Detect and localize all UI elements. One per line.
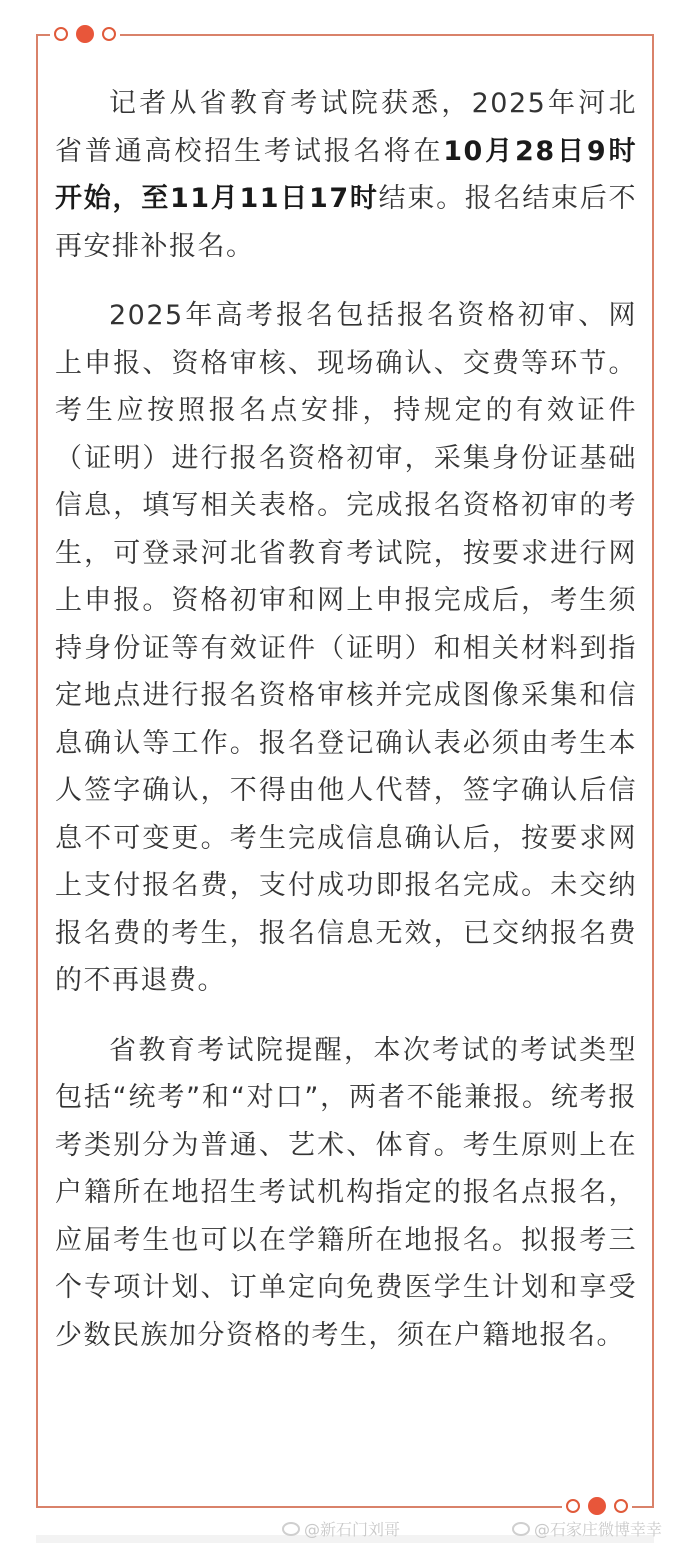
filled-circle-icon <box>588 1497 606 1515</box>
bottom-decoration <box>562 1497 632 1515</box>
circle-icon <box>102 27 116 41</box>
circle-icon <box>566 1499 580 1513</box>
article-body <box>55 80 637 1381</box>
circle-icon <box>614 1499 628 1513</box>
watermark-left: @新石门刘哥 <box>282 1517 400 1540</box>
top-decoration <box>50 25 120 43</box>
paragraph-1: 记者从省教育考试院获悉，2025年河北省普通高校招生考试报名将在10月28日9时开始，至11月11日17时结束。报名结束后不再安排补报名。 <box>55 88 638 262</box>
highlight-dates: 10月28日9时开始，至11月11日17时 <box>55 135 638 214</box>
watermark-right: @石家庄微博幸幸 <box>512 1517 662 1540</box>
circle-icon <box>54 27 68 41</box>
paragraph-2: 2025年高考报名包括报名资格初审、网上申报、资格审核、现场确认、交费等环节。考生应按照报名点安排，持规定的有效证件（证明）进行报名资格初审，采集身份证基础信息，填写相关表格。完成报名资格初审的考生，可登录河北省教育考试院，按要求进行网上申报。资格初审和网上申报完成后，考生须持身份证等有效证件（证明）和相关材料到指定地点进行报名资格审核并完成图像采集和信息确认等工作。报名登记确认表必须由考生本人签字确认，不得由他人代替，签字确认后信息不可变更。考生完成信息确认后，按要求网上支付报名费，支付成功即报名完成。未交纳报名费的考生，报名信息无效，已交纳报名费的不再退费。 <box>55 300 637 996</box>
weibo-icon <box>282 1522 300 1536</box>
weibo-icon <box>512 1522 530 1536</box>
paragraph-3: 省教育考试院提醒，本次考试的考试类型包括“统考”和“对口”，两者不能兼报。统考报考类别分为普通、艺术、体育。考生原则上在户籍所在地招生考试机构指定的报名点报名，应届考生也可以在学籍所在地报名。拟报考三个专项计划、订单定向免费医学生计划和享受少数民族加分资格的考生，须在户籍地报名。 <box>55 1034 637 1351</box>
filled-circle-icon <box>76 25 94 43</box>
